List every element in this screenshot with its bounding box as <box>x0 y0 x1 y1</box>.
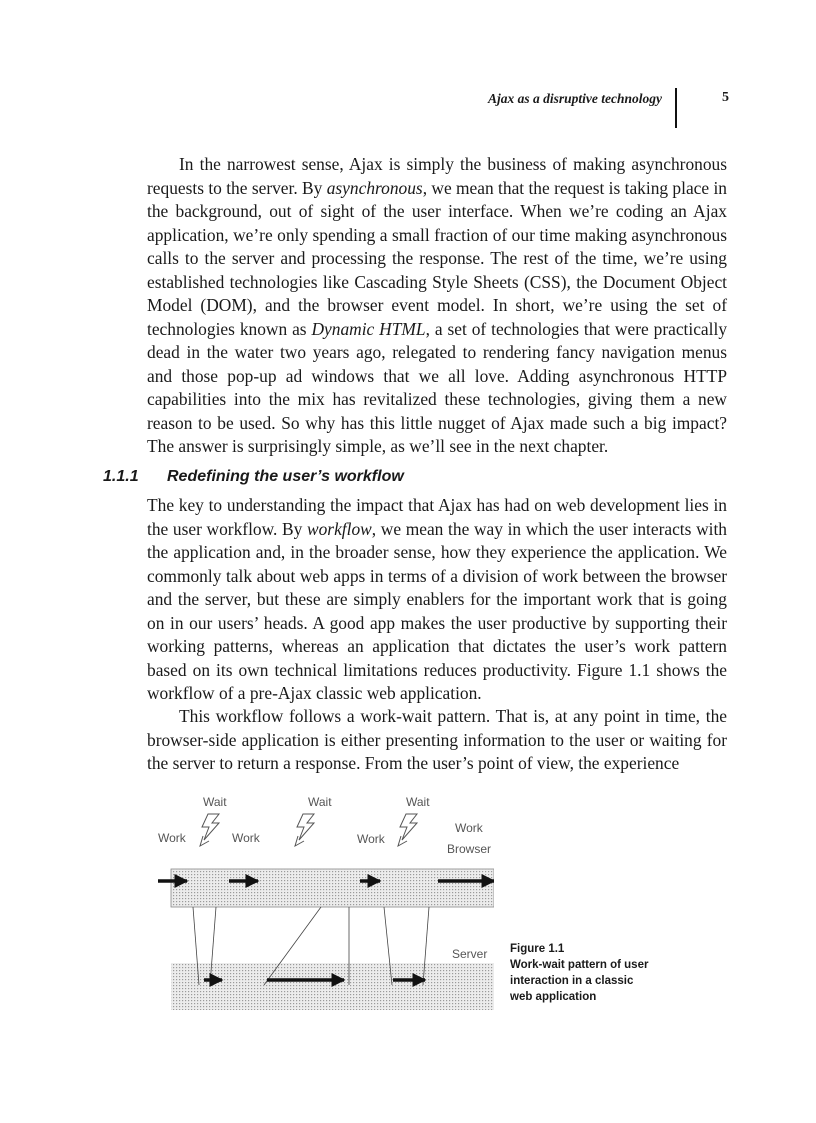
running-head <box>0 88 816 128</box>
running-head-rule <box>675 88 677 128</box>
paragraph-1-text-a: In the narrowest sense, Ajax is simply the business of making asynchronous requests to the server. By <box>147 154 727 198</box>
section-heading <box>103 468 404 486</box>
work-wait-diagram <box>146 790 494 1020</box>
paragraph-1-text-c: , a set of technologies that were practically dead in the water two years ago, relegated to rendering fancy navigation menus and those pop-up ad windows that we all love. Adding asynchronous HTTP capabilities into the mix has revitalized these technologies, giving them a new reason to be used. So why has this little nugget of Ajax made such a big impact? The answer is surprisingly simple, as we’ll see in the next chapter. <box>147 318 728 456</box>
paragraph-1 <box>147 153 727 459</box>
wait-label: Wait <box>308 795 332 809</box>
wait-label: Wait <box>203 795 227 809</box>
work-label: Work <box>158 831 186 845</box>
paragraph-2-text-a: The key to understanding the impact that Ajax has had on web development lies in the user workflow. By <box>147 495 727 539</box>
browser-label: Browser <box>447 842 492 856</box>
paragraph-1-emphasis-asynchronous: asynchronous <box>326 177 423 198</box>
figure-caption-label: Figure 1.1 <box>510 943 565 955</box>
browser-band <box>171 869 494 907</box>
work-label: Work <box>455 821 483 835</box>
section-number: 1.1.1 <box>103 468 139 485</box>
paragraph-2 <box>147 494 727 706</box>
running-head-title: Ajax as a disruptive technology <box>487 91 662 106</box>
page-number: 5 <box>722 90 729 105</box>
server-label: Server <box>452 947 488 961</box>
paragraph-2-emphasis-workflow: workflow <box>307 518 372 539</box>
figure-caption <box>510 941 680 1005</box>
figure-caption-line: web application <box>510 991 597 1003</box>
section-title: Redefining the user’s workflow <box>167 468 404 485</box>
paragraph-2-text-b: , we mean the way in which the user interacts with the application and, in the broader sense, how they experience the application. We commonly talk about web apps in terms of a division of work between the browser and the server, but these are simply enablers for the important work that is going on in our users’ heads. A good app makes the user productive by supporting their working patterns, whereas an application that dictates the user’s work pattern based on its own technical limitations reduces productivity. Figure 1.1 shows the workflow of a pre-Ajax classic web application. <box>147 518 727 703</box>
wait-label: Wait <box>406 795 430 809</box>
wait-lightning-icon <box>200 814 219 846</box>
paragraph-3: This workflow follows a work-wait pattern. That is, at any point in time, the browser-side application is either presenting information to the user or waiting for the server to return a response. From the user’s point of view, the experience <box>147 706 727 773</box>
work-label: Work <box>357 832 385 846</box>
wait-lightning-icon <box>398 814 417 846</box>
figure-work-wait-diagram <box>146 790 494 1020</box>
paragraph-1-emphasis-dynamic-html: Dynamic HTML <box>311 318 426 339</box>
paragraph-1-text-b: , we mean that the request is taking place in the background, out of sight of the user interface. When we’re coding an Ajax application, we’re only spending a small fraction of our time making asynchronous calls to the server and processing the response. The rest of the time, we’re using established technologies like Cascading Style Sheets (CSS), the Document Object Model (DOM), and the browser event model. In short, we’re using the set of technologies known as <box>147 177 728 339</box>
server-band <box>171 963 494 1010</box>
figure-caption-line: interaction in a classic <box>510 975 634 987</box>
work-label: Work <box>232 831 260 845</box>
wait-lightning-icon <box>295 814 314 846</box>
figure-caption-line: Work-wait pattern of user <box>510 959 649 971</box>
